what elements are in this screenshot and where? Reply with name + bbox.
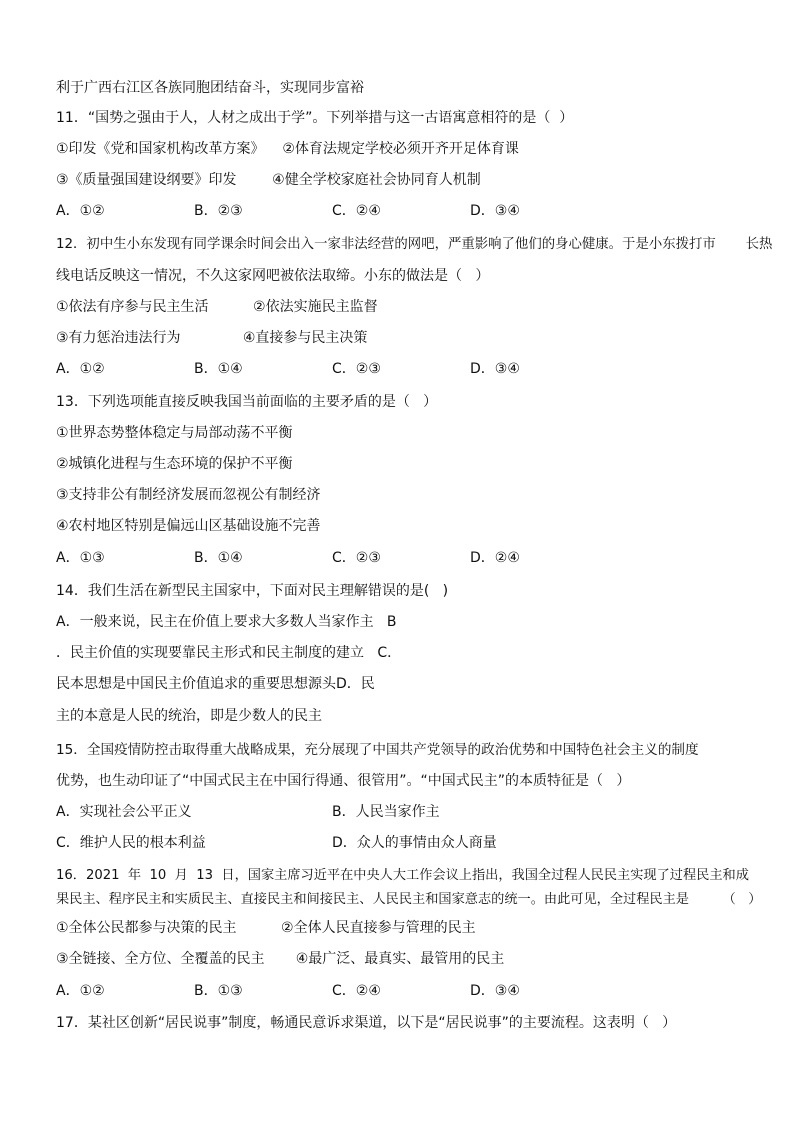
question-15-stem-line-1: 15．全国疫情防控击取得重大战略成果，充分展现了中国共产党领导的政治优势和中国特色社会主义的制度 xyxy=(56,742,699,758)
question-12-statement-2: ③有力惩治违法行为 ④直接参与民主决策 xyxy=(56,330,368,346)
question-15-option-a[interactable]: A．实现社会公平正义 xyxy=(56,804,192,820)
question-13-statement-4: ④农村地区特别是偏远山区基础设施不完善 xyxy=(56,518,321,534)
question-13-option-c[interactable]: C．②③ xyxy=(332,550,381,566)
question-11-option-d[interactable]: D．③④ xyxy=(470,203,520,219)
question-14-line-1: A．一般来说，民主在价值上要求大多数人当家作主 B xyxy=(56,614,397,630)
question-13-option-d[interactable]: D．②④ xyxy=(470,550,520,566)
continued-line: 利于广西右江区各族同胞团结奋斗，实现同步富裕 xyxy=(56,80,364,96)
question-12-stem-line-2: 线电话反映这一情况，不久这家网吧被依法取缔。小东的做法是（ ） xyxy=(56,268,490,284)
question-15-option-c[interactable]: C．维护人民的根本利益 xyxy=(56,835,206,851)
question-13-option-b[interactable]: B．①④ xyxy=(194,550,243,566)
question-16-stem-line-2: 果民主、程序民主和实质民主、直接民主和间接民主、人民民主和国家意志的统一。由此可见，全过程民主是 （ ） xyxy=(56,892,762,907)
question-15-option-d[interactable]: D．众人的事情由众人商量 xyxy=(332,835,497,851)
question-14-stem: 14．我们生活在新型民主国家中，下面对民主理解错误的是( ) xyxy=(56,583,449,599)
question-13-statement-2: ②城镇化进程与生态环境的保护不平衡 xyxy=(56,456,293,472)
question-11-option-b[interactable]: B．②③ xyxy=(194,203,243,219)
question-14-line-4: 主的本意是人民的统治，即是少数人的民主 xyxy=(56,708,322,724)
question-17-stem: 17．某社区创新“居民说事”制度，畅通民意诉求渠道，以下是“居民说事”的主要流程。这表明（ ） xyxy=(56,1015,677,1031)
question-16-option-b[interactable]: B．①③ xyxy=(194,983,243,999)
question-12-statement-1: ①依法有序参与民主生活 ②依法实施民主监督 xyxy=(56,299,378,315)
question-15-stem-line-2: 优势，也生动印证了“中国式民主在中国行得通、很管用”。“中国式民主”的本质特征是（ ） xyxy=(56,773,631,789)
question-12-option-b[interactable]: B．①④ xyxy=(194,361,243,377)
question-16-option-d[interactable]: D．③④ xyxy=(470,983,520,999)
question-16-option-a[interactable]: A．①② xyxy=(56,983,105,999)
question-14-line-3: 民本思想是中国民主价值追求的重要思想源头D．民 xyxy=(56,676,375,692)
question-13-statement-3: ③支持非公有制经济发展而忽视公有制经济 xyxy=(56,487,321,503)
question-13-statement-1: ①世界态势整体稳定与局部动荡不平衡 xyxy=(56,425,293,441)
question-12-option-d[interactable]: D．③④ xyxy=(470,361,520,377)
question-14-line-2: ．民主价值的实现要靠民主形式和民主制度的建立 C． xyxy=(56,645,402,661)
question-16-stem-line-1: 16．2021 年 10 月 13 日，国家主席习近平在中央人大工作会议上指出，我国全过程人民民主实现了过程民主和成 xyxy=(56,868,749,883)
question-15-option-b[interactable]: B．人民当家作主 xyxy=(332,804,440,820)
question-11-statement-1: ①印发《党和国家机构改革方案》 ②体育法规定学校必须开齐开足体育课 xyxy=(56,141,519,157)
question-11-statement-2: ③《质量强国建设纲要》印发 ④健全学校家庭社会协同育人机制 xyxy=(56,172,481,188)
question-16-statement-1: ①全体公民都参与决策的民主 ②全体人民直接参与管理的民主 xyxy=(56,920,476,936)
question-13-stem: 13．下列选项能直接反映我国当前面临的主要矛盾的是（ ） xyxy=(56,394,438,410)
question-11-stem: 11．“国势之强由于人，人材之成出于学”。下列举措与这一古语寓意相符的是（ ） xyxy=(56,110,574,126)
question-13-option-a[interactable]: A．①③ xyxy=(56,550,105,566)
question-12-stem-line-1: 12．初中生小东发现有同学课余时间会出入一家非法经营的网吧，严重影响了他们的身心健康。于是小东拨打市 长热 xyxy=(56,237,773,252)
question-16-statement-2: ③全链接、全方位、全覆盖的民主 ④最广泛、最真实、最管用的民主 xyxy=(56,951,505,967)
question-12-option-c[interactable]: C．②③ xyxy=(332,361,381,377)
question-16-option-c[interactable]: C．②④ xyxy=(332,983,381,999)
question-11-option-c[interactable]: C．②④ xyxy=(332,203,381,219)
question-12-option-a[interactable]: A．①② xyxy=(56,361,105,377)
question-11-option-a[interactable]: A．①② xyxy=(56,203,105,219)
